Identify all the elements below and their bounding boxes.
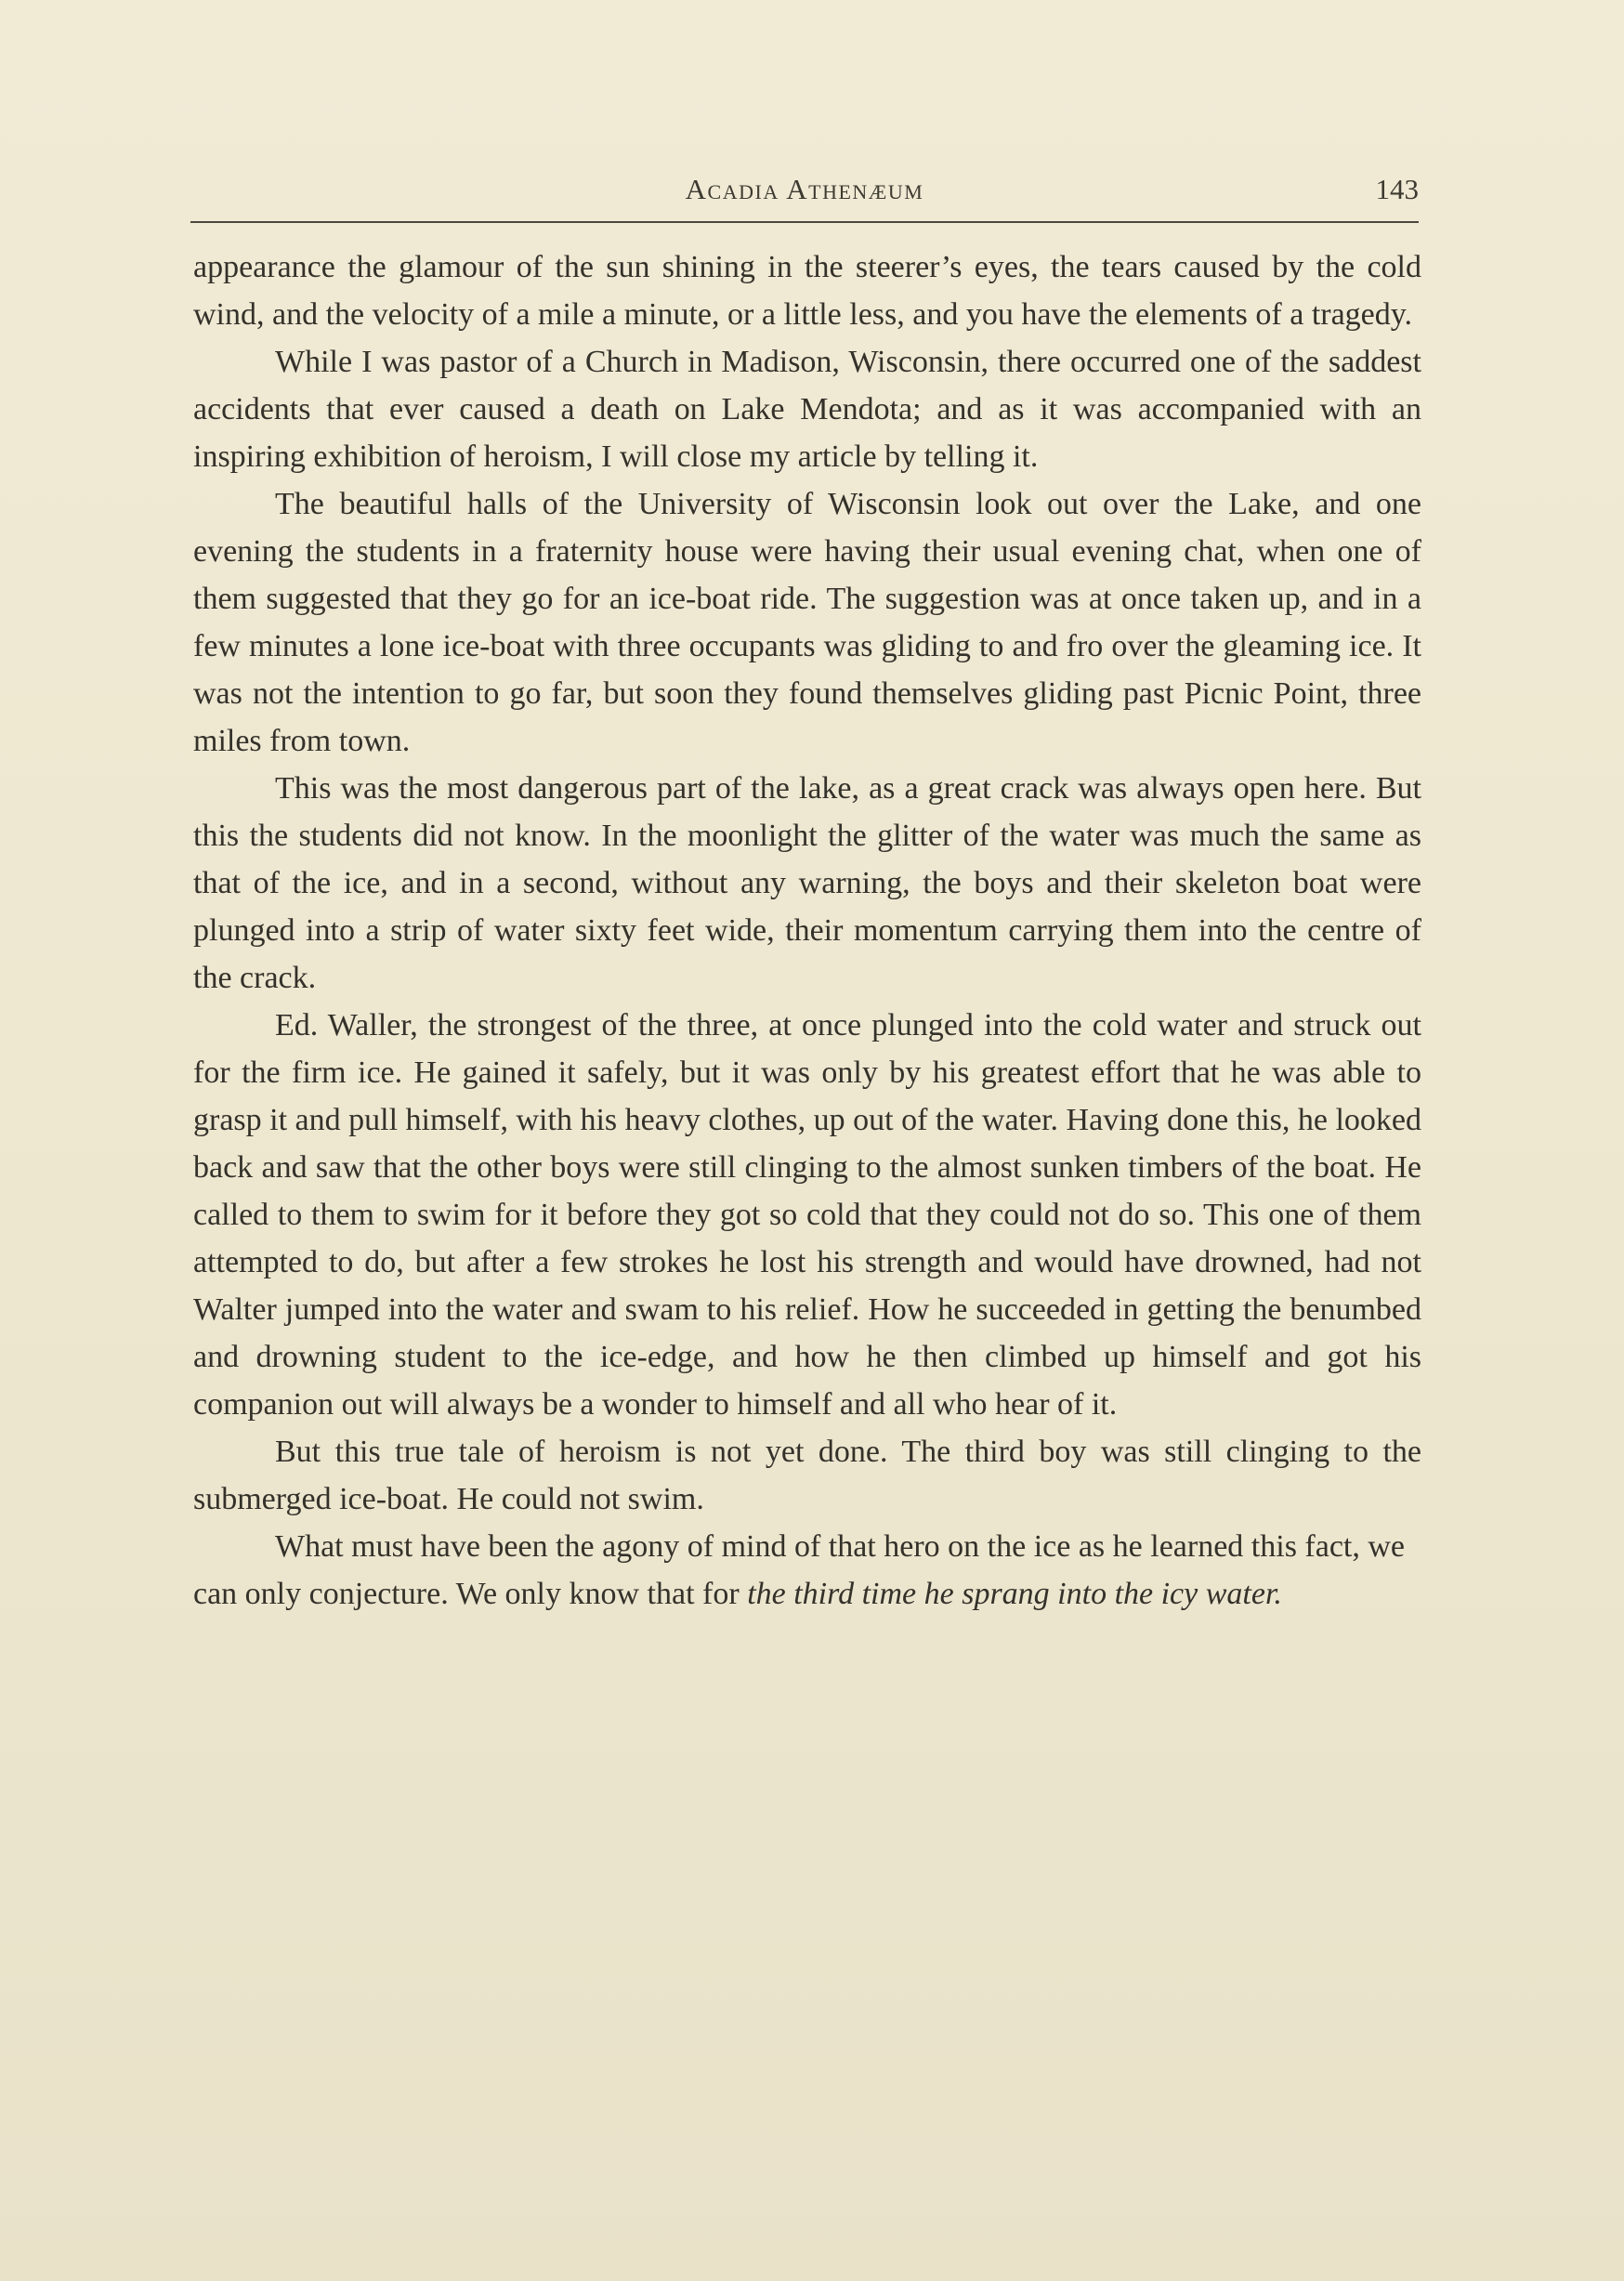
paragraph — [193, 765, 1421, 1002]
paragraph — [193, 480, 1421, 765]
paragraph-text: appearance the glamour of the sun shining in the steerer’s eyes, the tears caused by the cold wind, and the velocity of a mile a minute, or a little less, and you have the elements of a tragedy. — [193, 250, 1421, 332]
page-number: 143 — [1375, 173, 1419, 205]
paragraph — [193, 1002, 1421, 1428]
paragraph-text: What must have been the agony of mind of that hero on the ice as he learned this fact, we can only conjecture. We only know that for — [193, 1529, 1406, 1611]
page-header — [190, 169, 1419, 216]
paragraph — [193, 243, 1421, 338]
italic-closing-text: the third time he sprang into the icy water. — [747, 1577, 1282, 1611]
header-rule — [190, 221, 1419, 223]
paragraph-text: While I was pastor of a Church in Madison, Wisconsin, there occurred one of the saddest accidents that ever caused a death on Lake Mendota; and as it was accompanied with an inspiring exhibition of heroism, I will close my article by telling it. — [193, 345, 1421, 474]
paragraph-text: This was the most dangerous part of the lake, as a great crack was always open here. But this the students did not know. In the moonlight the glitter of the water was much the same as that of the ice, and in a second, without any warning, the boys and their skeleton boat were plunged into a strip of water sixty feet wide, their momentum carrying them into the centre of the crack. — [193, 771, 1421, 995]
paragraph — [193, 338, 1421, 480]
running-title: Acadia Athenæum — [685, 173, 924, 205]
paragraph-text: Ed. Waller, the strongest of the three, at once plunged into the cold water and struck out for the firm ice. He gained it safely, but it was only by his greatest effort that he was able to grasp it and pull himself, with his heavy clothes, up out of the water. Having done this, he looked back and saw that the other boys were still clinging to the almost sunken timbers of the boat. He called to them to swim for it before they got so cold that they could not do so. This one of them attempted to do, but after a few strokes he lost his strength and would have drowned, had not Walter jumped into the water and swam to his relief. How he succeeded in getting the benumbed and drowning student to the ice-edge, and how he then climbed up himself and got his companion out will always be a wonder to himself and all who hear of it. — [193, 1008, 1421, 1422]
paragraph-text: The beautiful halls of the University of Wisconsin look out over the Lake, and one evening the students in a fraternity house were having their usual evening chat, when one of them suggested that they go for an ice-boat ride. The suggestion was at once taken up, and in a few minutes a lone ice-boat with three occupants was gliding to and fro over the gleaming ice. It was not the intention to go far, but soon they found themselves gliding past Picnic Point, three miles from town. — [193, 487, 1421, 758]
paragraph — [193, 1523, 1421, 1618]
paragraph — [193, 1428, 1421, 1523]
article-body — [193, 243, 1421, 1618]
paragraph-text: But this true tale of heroism is not yet done. The third boy was still clinging to the submerged ice-boat. He could not swim. — [193, 1435, 1421, 1516]
